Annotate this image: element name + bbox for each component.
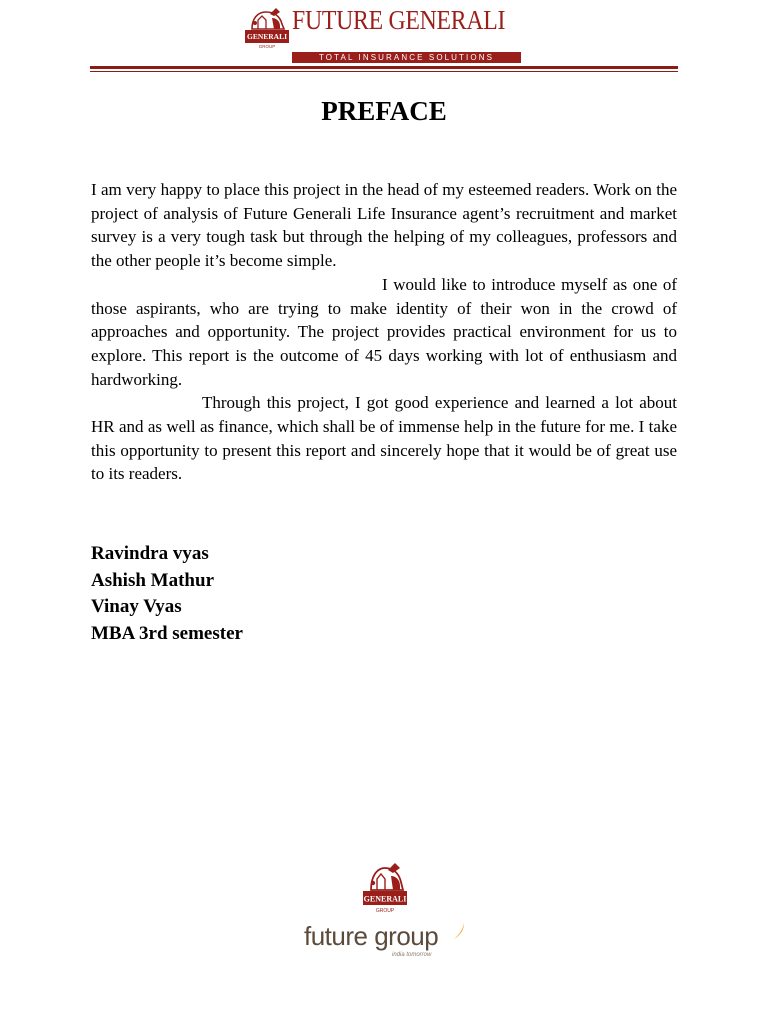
logo-subtext: GROUP bbox=[258, 44, 276, 49]
footer-brand: future group bbox=[304, 921, 439, 951]
paragraph-2: I would like to introduce myself as one of those aspirants, who are trying to make identity of their won in the crowd of approaches and opportunity. The project provides practical environment for us to explore. This report is the outcome of 45 days working with lot of enthusiasm and hardworking. bbox=[91, 274, 677, 389]
generali-lion-logo bbox=[244, 4, 290, 50]
preface-body bbox=[91, 178, 677, 486]
signature-block bbox=[91, 541, 243, 647]
logo-text: GENERALI bbox=[246, 32, 288, 41]
brand-name: FUTURE GENERALI bbox=[292, 5, 506, 35]
paragraph-1: I am very happy to place this project in the head of my esteemed readers. Work on the project of analysis of Future Generali Life Insurance agent’s recruitment and market survey is a very tough task but through the helping of my colleagues, professors and the other people it’s become simple. bbox=[91, 180, 677, 271]
header-divider-thin bbox=[90, 71, 678, 72]
swoosh-icon bbox=[452, 922, 466, 940]
footer-tagline: india tomorrow bbox=[392, 952, 432, 958]
header-divider bbox=[90, 66, 678, 69]
footer-generali-logo bbox=[361, 860, 409, 915]
footer-logo-text: GENERALI bbox=[363, 894, 407, 904]
paragraph-3: Through this project, I got good experience and learned a lot about HR and as well as finance, which shall be of immense help in the future for me. I take this opportunity to present this report and sincerely hope that it would be of great use to its readers. bbox=[91, 393, 677, 484]
page-title: PREFACE bbox=[321, 96, 447, 126]
signature-name: Ravindra vyas bbox=[91, 543, 209, 564]
tagline: TOTAL INSURANCE SOLUTIONS bbox=[292, 52, 521, 63]
signature-name: Ashish Mathur bbox=[91, 569, 214, 591]
footer-logo-subtext: GROUP bbox=[375, 908, 395, 914]
signature-name: Vinay Vyas bbox=[91, 596, 182, 617]
signature-course: MBA 3rd semester bbox=[91, 622, 243, 644]
page-header bbox=[0, 0, 768, 80]
